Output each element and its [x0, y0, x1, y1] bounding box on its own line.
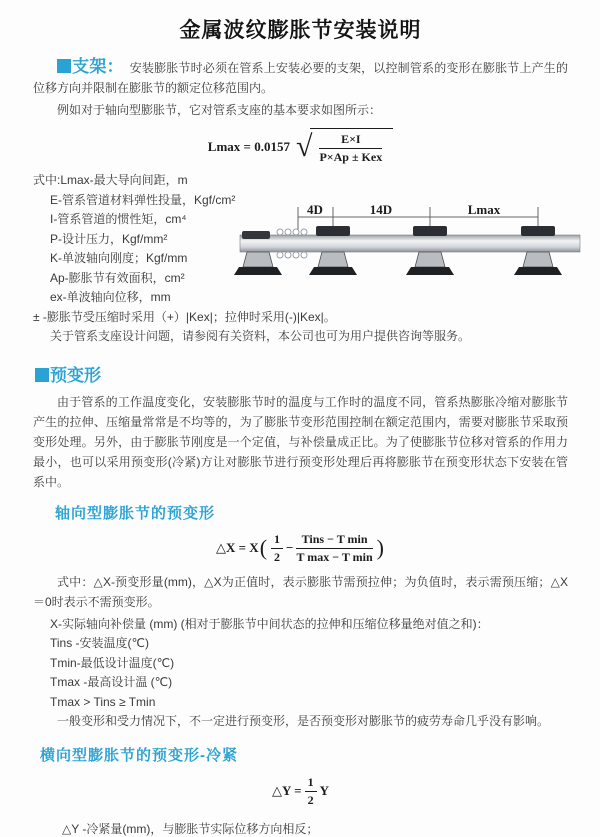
lateral-subheading: 横向型膨胀节的预变形-冷紧	[40, 746, 238, 764]
pipe	[240, 235, 580, 252]
definition-line: Tmin-最低设计温度(℃)	[50, 655, 175, 670]
definition-line: P-设计压力，Kgf/mm²	[50, 231, 168, 246]
definition-line: Tins -安装温度(℃)	[50, 636, 150, 650]
preform-paragraph: 由于管系的工作温度变化，安装膨胀节时的温度与工作时的温度不同，管系热膨胀冷缩对膨胀节产生的拉伸、压缩量常常是不均等的，为了膨胀节变形范围控制在额定范围内，需要对膨胀节采取预变形处理。另外，由于膨胀节刚度是一个定值，与补偿量成正比。为了使膨胀节位移对管系的作用力最小，也可以采用预变形(冷紧)方让对膨胀节进行预变形处理后再将膨胀节在预变形状态下安装在管系中。	[33, 394, 568, 489]
lateral-note-line: △Y -冷紧量(mm)，与膨胀节实际位移方向相反；	[62, 821, 319, 836]
diagram-label-lmax: Lmax	[467, 202, 501, 217]
definition-line: X-实际轴向补偿量 (mm) (相对于膨胀节中间状态的拉伸和压缩位移量绝对值之和)：	[50, 616, 489, 631]
definition-line: Tmax > Tins ≥ Tmin	[50, 694, 156, 709]
lateral-denominator: 2	[307, 792, 314, 807]
close-paren: )	[376, 535, 384, 560]
axial-formula-lhs: △X = X	[216, 540, 259, 555]
definition-line: E-管系管道材料弹性投量，Kgf/cm²	[50, 192, 236, 207]
axial-denominator: T max − T min	[296, 549, 373, 564]
lmax-formula-denominator: P×Ap ± Kex	[319, 150, 383, 164]
axial-formula	[33, 532, 568, 565]
definitions-and-diagram	[33, 171, 568, 347]
definition-line: Tmax -最高设计温 (℃)	[50, 675, 173, 689]
lmax-formula-numerator: E×I	[319, 132, 382, 149]
support-note-line: 关于管系支座设计问题，请参阅有关资料，本公司也可为用户提供咨询等服务。	[50, 329, 471, 343]
section-marker-icon	[57, 59, 71, 73]
preform-heading-text: 预变形	[50, 365, 101, 385]
diagram-label-14d: 14D	[369, 202, 393, 217]
page-title: 金属波纹膨胀节安装说明	[179, 19, 422, 42]
definition-line: 式中:Lmax-最大导向间距，m	[33, 173, 188, 187]
support-paragraph	[33, 57, 568, 98]
open-paren: (	[259, 535, 268, 560]
definition-line: ± -膨胀节受压缩时采用（+）|Kex|；拉伸时采用(-)|Kex|。	[33, 309, 336, 324]
axial-subheading: 轴向型膨胀节的预变形	[55, 504, 216, 522]
axial-note-line: 一般变形和受力情况下，不一定进行预变形，是否预变形对膨胀节的疲劳寿命几乎没有影响。	[57, 714, 550, 728]
preform-section-heading	[35, 361, 568, 386]
pipe-support-diagram	[240, 201, 580, 297]
axial-explain-paragraph: 式中：△X-预变形量(mm)，△X为正值时，表示膨胀节需预拉伸；为负值时，表示需预压缩；△X＝0时表示不需预变形。	[33, 574, 568, 609]
axial-numerator: Tins − T min	[296, 532, 372, 549]
half-denominator: 2	[274, 549, 281, 564]
minus-sign: −	[286, 540, 294, 555]
lateral-formula-lhs: △Y =	[272, 783, 302, 798]
diagram-label-4d: 4D	[307, 202, 323, 217]
sqrt-radical-icon: √	[295, 130, 313, 163]
definition-line: I-管系管道的惯性矩，cm⁴	[50, 212, 187, 226]
half-numerator: 1	[271, 532, 283, 549]
lateral-numerator: 1	[305, 775, 317, 792]
lateral-formula	[33, 775, 568, 808]
definition-line: Ap-膨胀节有效面积，cm²	[50, 270, 185, 285]
lateral-formula-rhs: Y	[319, 783, 329, 798]
definition-line: ex-单波轴向位移，mm	[50, 290, 171, 304]
support-paragraph-text: 安装膨胀节时必须在管系上安装必要的支架，以控制管系的变形在膨胀节上产生的位移方向并限制在膨胀节的额定位移范围内。	[33, 61, 568, 95]
lmax-formula-lhs: Lmax = 0.0157	[207, 138, 290, 154]
support-example-line: 例如对于轴向型膨胀节，它对管系支座的基本要求如图所示：	[57, 103, 382, 117]
support-heading: 支架：	[72, 57, 124, 76]
definition-line: K-单波轴向刚度；Kgf/mm	[50, 251, 188, 265]
lmax-formula	[33, 128, 568, 165]
section-marker-icon	[35, 368, 49, 382]
